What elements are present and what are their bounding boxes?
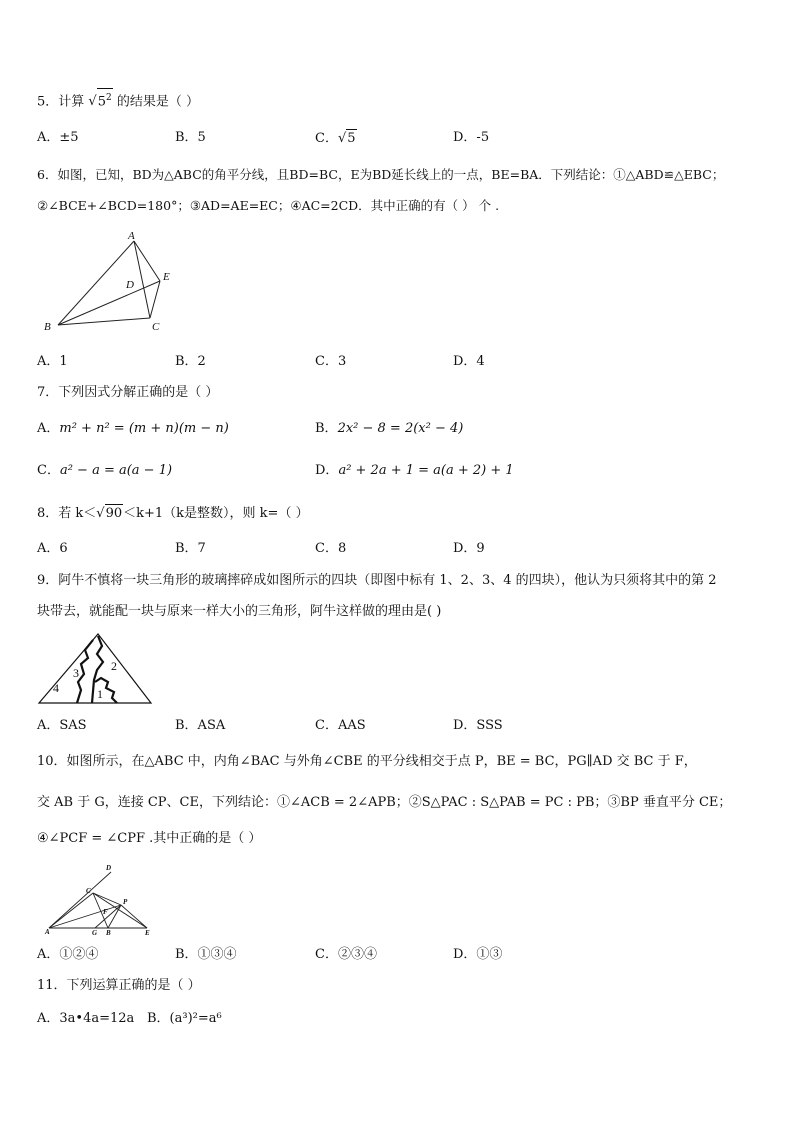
label-c: C xyxy=(86,887,91,895)
q7-option-b[interactable] xyxy=(315,420,463,438)
q7-option-b-expr: 2x² − 8 = 2(x² − 4) xyxy=(337,421,464,436)
piece-label-1: 1 xyxy=(97,687,103,701)
q6-stem-line1: 6．如图，已知，BD为△ABC的角平分线，且BD=BC，E为BD延长线上的一点，BE=BA．下列结论：①△ABD≌△EBC； xyxy=(37,167,725,182)
label-e: E xyxy=(145,929,150,935)
q7-option-a-label: A． xyxy=(37,421,60,436)
q7-option-d[interactable] xyxy=(315,462,514,480)
label-b: B xyxy=(44,321,51,333)
q7-option-b-label: B． xyxy=(315,421,338,436)
q8-option-d[interactable]: D．9 xyxy=(453,541,485,556)
q9-option-b[interactable]: B．ASA xyxy=(175,718,226,733)
q10-option-c[interactable]: C．②③④ xyxy=(315,947,377,962)
q8-stem xyxy=(37,504,309,523)
q10-option-d[interactable]: D．①③ xyxy=(453,947,503,962)
q6-stem-line2: ②∠BCE+∠BCD=180°；③AD=AE=EC；④AC=2CD．其中正确的有（ ） 个 . xyxy=(37,198,500,213)
segment-ad xyxy=(49,872,111,928)
q5-option-c[interactable] xyxy=(315,129,357,148)
piece-label-2: 2 xyxy=(111,659,117,673)
segment-pe xyxy=(121,905,147,928)
radical-sign: √ xyxy=(96,506,105,521)
q5-stem xyxy=(37,88,199,111)
q7-option-d-label: D． xyxy=(315,463,339,478)
q5-option-d[interactable]: D．-5 xyxy=(453,130,490,145)
q6-option-d[interactable]: D．4 xyxy=(453,354,485,369)
label-d: D xyxy=(126,279,134,291)
q6-option-c[interactable]: C．3 xyxy=(315,354,347,369)
q10-figure xyxy=(43,860,158,935)
q10-options xyxy=(37,946,757,964)
q5-radicand: 5 xyxy=(97,94,106,110)
q8-options xyxy=(37,540,757,558)
label-a: A xyxy=(45,928,50,935)
q7-option-c-label: C． xyxy=(37,463,60,478)
q6-figure xyxy=(37,226,187,338)
q7-stem: 7．下列因式分解正确的是（ ） xyxy=(37,385,219,400)
crack-line-1 xyxy=(77,640,93,703)
q9-option-d[interactable]: D．SSS xyxy=(453,718,503,733)
segment-ce xyxy=(150,281,160,318)
piece-label-4: 4 xyxy=(53,681,59,695)
q5-option-b[interactable]: B．5 xyxy=(175,130,206,145)
radical-sign: √ xyxy=(337,131,347,146)
segment-ac xyxy=(49,893,93,928)
radical-sign: √ xyxy=(88,94,97,110)
q10-stem-line3: ④∠PCF = ∠CPF .其中正确的是（ ） xyxy=(37,831,262,846)
q9-stem-line2: 块带去，就能配一块与原来一样大小的三角形，阿牛这样做的理由是( ) xyxy=(37,604,442,619)
q5-stem-prefix: 5．计算 xyxy=(37,94,85,110)
q8-option-a[interactable]: A．6 xyxy=(37,541,68,556)
segment-pg xyxy=(95,905,121,928)
q9-option-a[interactable]: A．SAS xyxy=(37,718,87,733)
q7-option-a-expr: m² + n² = (m + n)(m − n) xyxy=(59,421,229,436)
label-e: E xyxy=(163,271,170,283)
q11-option-b[interactable]: B．(a³)²=a⁶ xyxy=(147,1011,222,1026)
q5-exponent: 2 xyxy=(106,93,112,103)
q8-option-b[interactable]: B．7 xyxy=(175,541,206,556)
q8-radicand: 90 xyxy=(105,506,123,521)
q5-options xyxy=(37,129,757,147)
q9-broken-triangle-figure xyxy=(37,630,157,706)
label-f: F xyxy=(103,908,108,916)
q10-stem-line2: 交 AB 于 G，连接 CP、CE，下列结论：①∠ACB = 2∠APB；②S△PAC : S△PAB = PC : PB；③BP 垂直平分 CE； xyxy=(37,795,732,810)
q7-option-a[interactable] xyxy=(37,420,229,438)
q6-options xyxy=(37,353,757,371)
q11-options xyxy=(37,1010,757,1028)
piece-label-3: 3 xyxy=(73,666,79,680)
q8-stem-suffix: ＜k+1（k是整数），则 k=（ ） xyxy=(123,506,309,521)
label-a: A xyxy=(128,230,135,242)
q9-option-c[interactable]: C．AAS xyxy=(315,718,366,733)
q5-option-c-label: C． xyxy=(315,131,338,146)
q7-option-c[interactable] xyxy=(37,462,172,480)
label-p: P xyxy=(123,898,128,906)
q6-option-a[interactable]: A．1 xyxy=(37,354,68,369)
q7-options-row2 xyxy=(37,462,757,480)
label-g: G xyxy=(92,929,98,935)
q7-option-c-expr: a² − a = a(a − 1) xyxy=(59,463,173,478)
q9-options xyxy=(37,717,757,735)
q10-option-b[interactable]: B．①③④ xyxy=(175,947,237,962)
q5-option-a[interactable]: A．±5 xyxy=(37,130,79,145)
q7-option-d-expr: a² + 2a + 1 = a(a + 2) + 1 xyxy=(338,463,514,478)
q10-option-a[interactable]: A．①②④ xyxy=(37,947,99,962)
segment-ab xyxy=(58,241,134,325)
q9-stem-line1: 9．阿牛不慎将一块三角形的玻璃摔碎成如图所示的四块（即图中标有 1、2、3、4 的四块），他认为只须将其中的第 2 xyxy=(37,573,717,588)
q7-options-row1 xyxy=(37,420,757,438)
label-b: B xyxy=(106,929,111,935)
q6-option-b[interactable]: B．2 xyxy=(175,354,206,369)
q10-stem-line1: 10．如图所示，在△ABC 中，内角∠BAC 与外角∠CBE 的平分线相交于点 P，BE = BC，PG∥AD 交 BC 于 F， xyxy=(37,754,697,769)
q5-option-c-radicand: 5 xyxy=(347,131,356,146)
q11-option-a[interactable]: A．3a•4a=12a xyxy=(37,1011,135,1026)
q11-stem: 11．下列运算正确的是（ ） xyxy=(37,978,201,993)
q5-stem-suffix: 的结果是（ ） xyxy=(116,94,200,110)
q5-sqrt-expression xyxy=(88,94,112,109)
q8-stem-prefix: 8．若 k＜ xyxy=(37,506,97,521)
label-d: D xyxy=(106,864,112,872)
q8-option-c[interactable]: C．8 xyxy=(315,541,347,556)
label-c: C xyxy=(152,321,160,333)
